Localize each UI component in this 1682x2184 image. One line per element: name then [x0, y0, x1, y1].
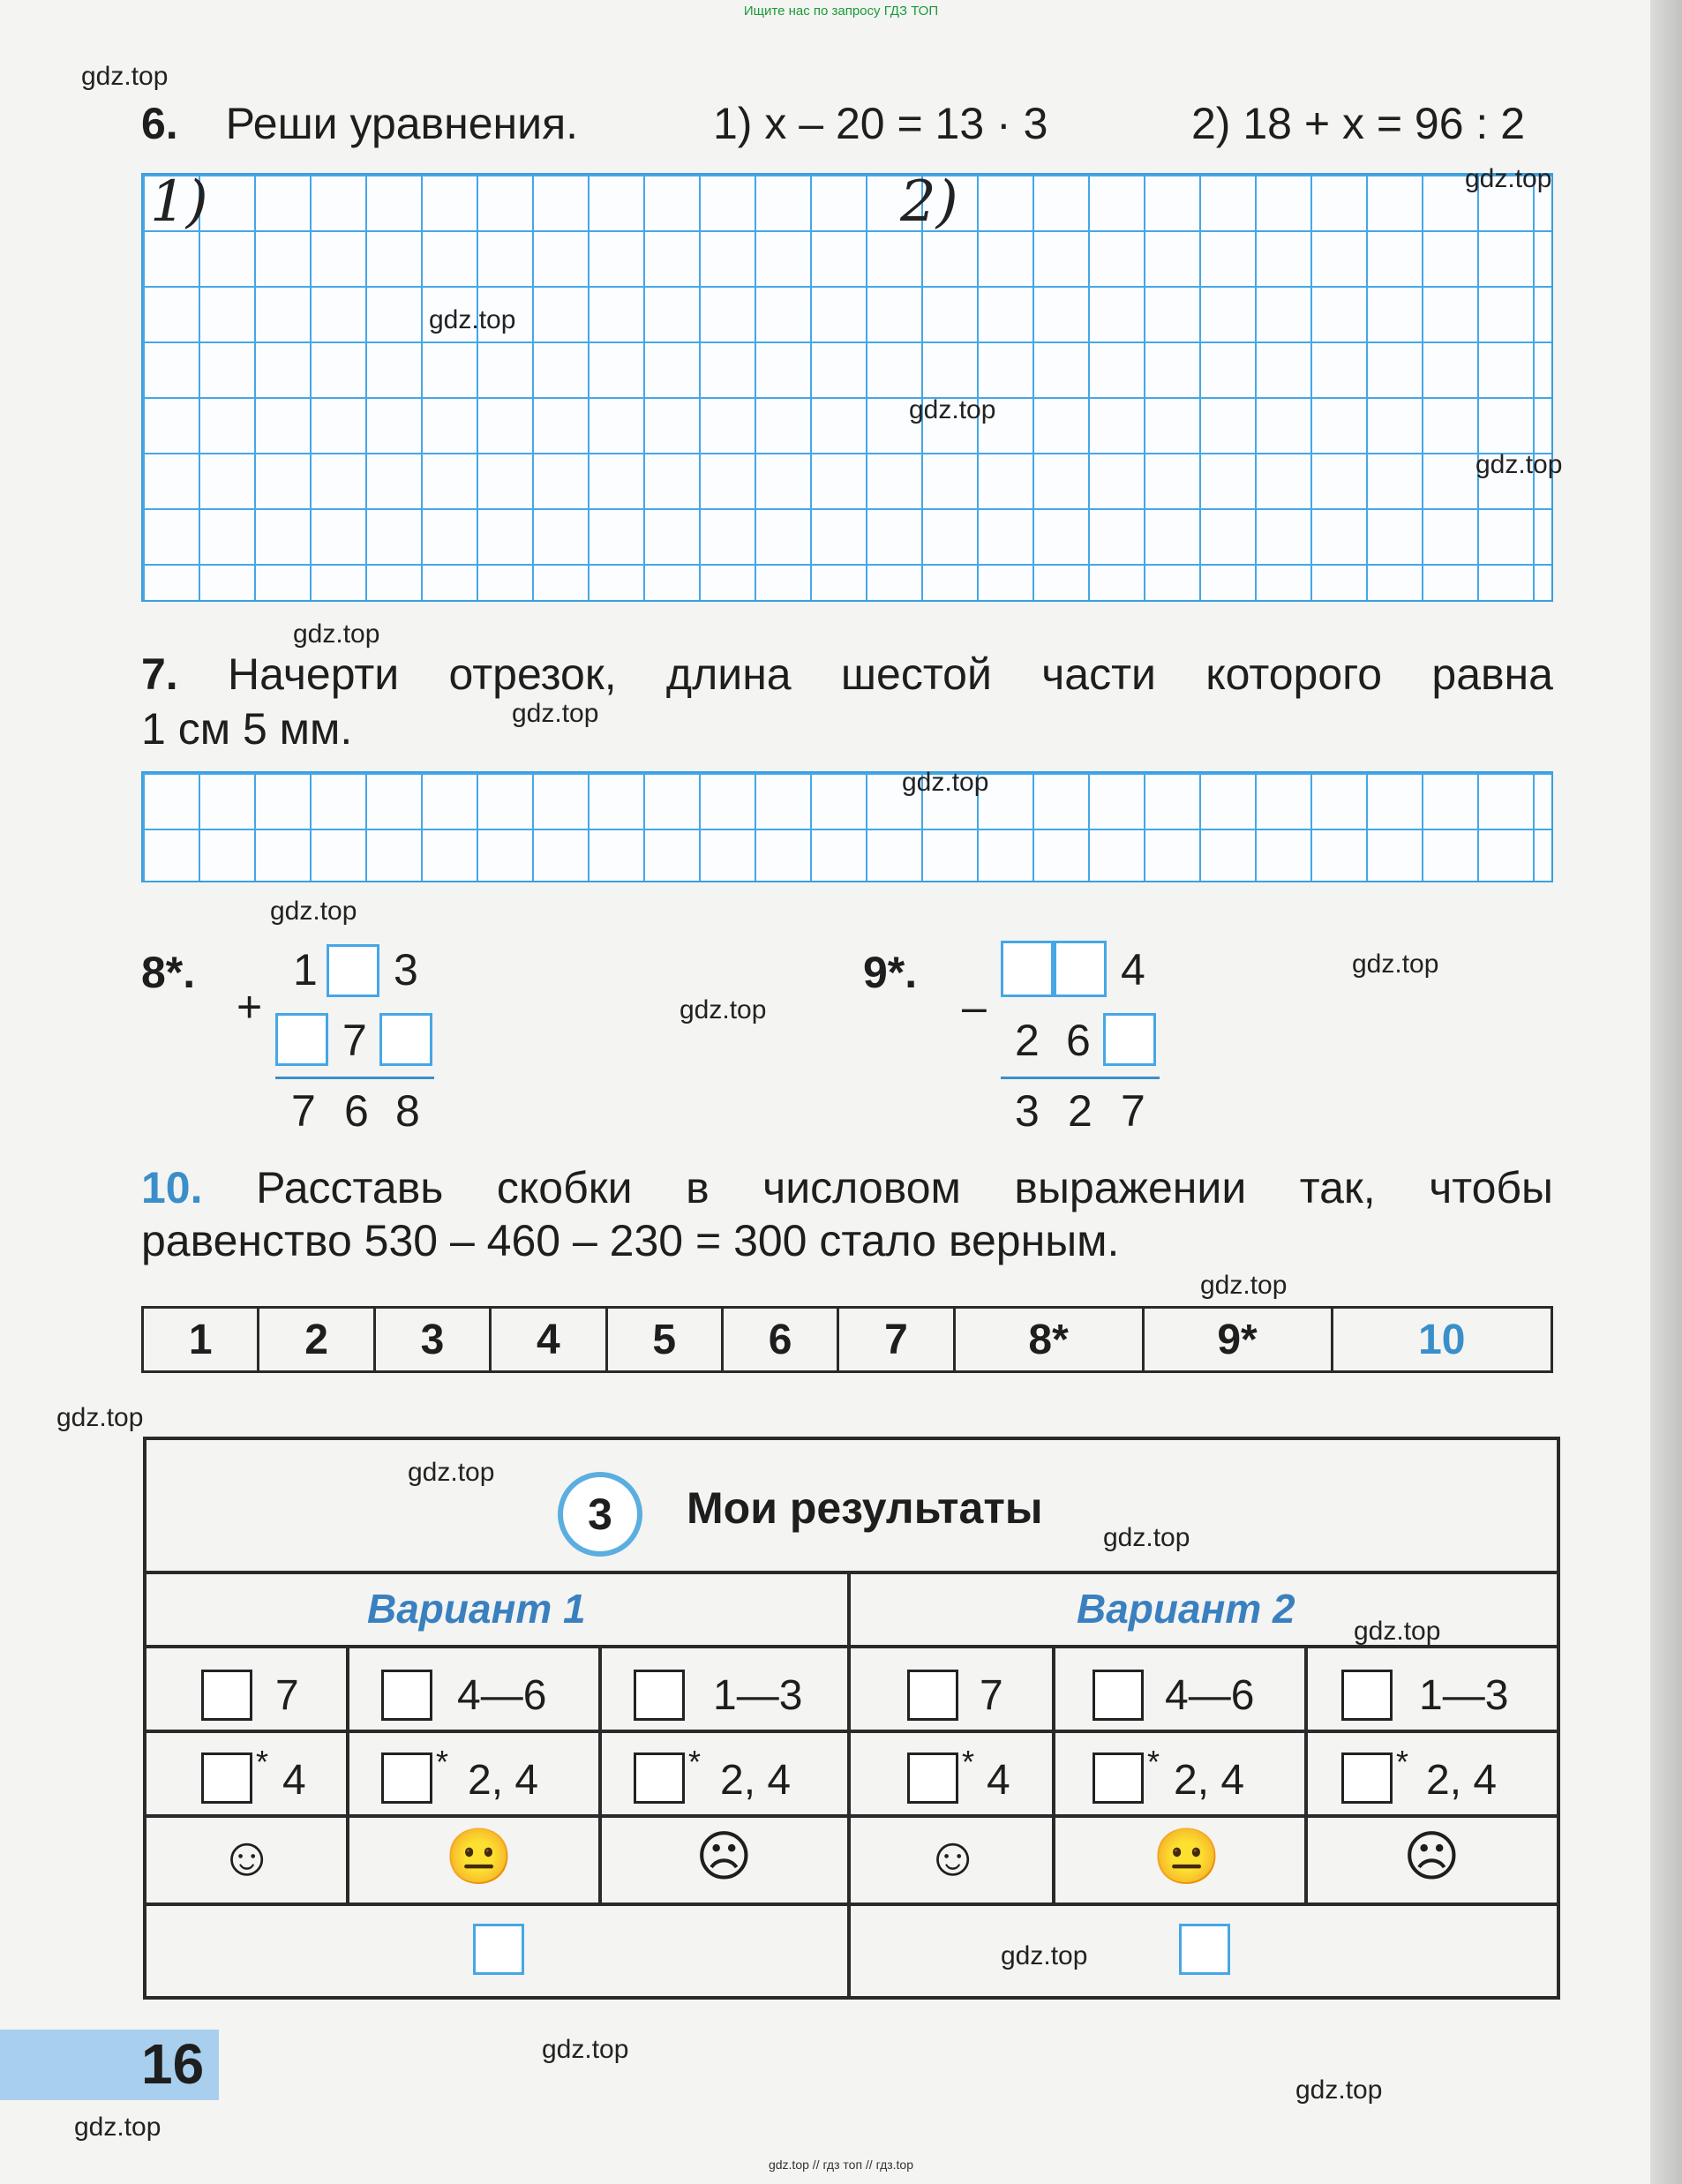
task-7-drawing-grid[interactable]: [141, 771, 1553, 882]
watermark: gdz.top: [1001, 1941, 1088, 1970]
task-6-number: 6.: [141, 99, 178, 148]
result-score: 2, 4: [1426, 1757, 1498, 1804]
results-divider: [847, 1571, 851, 1996]
final-mark-box[interactable]: [1179, 1924, 1230, 1975]
task-cell[interactable]: 8*: [954, 1308, 1143, 1372]
watermark: gdz.top: [542, 2035, 629, 2064]
task-10-line-2: равенство 530 – 460 – 230 = 300 стало верным.: [141, 1216, 1120, 1265]
result-checkbox[interactable]: [1341, 1752, 1393, 1804]
results-divider: [598, 1645, 602, 1903]
task-7-number: 7.: [141, 649, 178, 699]
result-score: 4: [282, 1757, 306, 1804]
variant-1-label: Вариант 1: [367, 1586, 586, 1632]
task-9-result-digit: 2: [1068, 1086, 1093, 1136]
task-8-digit: 7: [342, 1016, 367, 1065]
result-checkbox[interactable]: [201, 1670, 252, 1721]
variant-2-label: Вариант 2: [1077, 1586, 1295, 1632]
result-score: 7: [275, 1672, 299, 1719]
task-9-missing-digit-box[interactable]: [1001, 941, 1054, 997]
task-8-result-digit: 8: [395, 1086, 420, 1136]
equation-2: 2) 18 + x = 96 : 2: [1191, 99, 1526, 148]
task-9-difference-line: [1001, 1077, 1160, 1079]
task-9-minus-sign: –: [962, 982, 987, 1032]
task-9-missing-digit-box[interactable]: [1054, 941, 1107, 997]
happy-face-icon: ☺: [925, 1827, 981, 1888]
handwritten-label-1: 1): [150, 169, 208, 235]
result-checkbox[interactable]: [907, 1752, 958, 1804]
results-divider: [1304, 1645, 1308, 1903]
page-number: 16: [141, 2032, 205, 2096]
task-8-sum-line: [275, 1077, 434, 1079]
watermark: gdz.top: [81, 62, 169, 91]
watermark: gdz.top: [74, 2113, 161, 2142]
task-7-line-1: [141, 648, 1553, 701]
watermark: gdz.top: [293, 619, 380, 649]
watermark: gdz.top: [408, 1458, 495, 1487]
result-checkbox[interactable]: [1093, 1752, 1144, 1804]
task-7-text: Начерти отрезок, длина шестой части которого равна: [228, 649, 1553, 699]
result-checkbox[interactable]: [634, 1752, 685, 1804]
result-score: 1—3: [713, 1672, 803, 1719]
watermark: gdz.top: [902, 768, 989, 797]
final-mark-box[interactable]: [473, 1924, 524, 1975]
top-note: Ищите нас по запросу ГДЗ ТОП: [743, 4, 939, 19]
result-checkbox[interactable]: [381, 1670, 432, 1721]
task-10-line-1: [141, 1161, 1553, 1214]
sad-face-icon: ☹: [695, 1827, 753, 1888]
result-score: 2, 4: [1174, 1757, 1245, 1804]
result-checkbox[interactable]: [907, 1670, 958, 1721]
task-checklist-table: [141, 1306, 1553, 1373]
watermark: gdz.top: [512, 699, 599, 728]
task-cell[interactable]: 10: [1332, 1308, 1551, 1372]
task-9-number: 9*.: [863, 948, 918, 997]
watermark: gdz.top: [909, 395, 996, 424]
watermark: gdz.top: [429, 305, 516, 334]
result-score: 1—3: [1419, 1672, 1509, 1719]
result-checkbox[interactable]: [634, 1670, 685, 1721]
task-7-line-2: 1 см 5 мм.: [141, 704, 353, 754]
happy-face-icon: ☺: [219, 1827, 275, 1888]
watermark: gdz.top: [270, 897, 357, 926]
watermark: gdz.top: [1354, 1617, 1441, 1646]
task-8-result-digit: 6: [344, 1086, 369, 1136]
sad-face-icon: ☹: [1403, 1827, 1460, 1888]
task-cell[interactable]: 4: [491, 1308, 606, 1372]
task-9-result-digit: 7: [1121, 1086, 1145, 1136]
task-cell[interactable]: 9*: [1143, 1308, 1332, 1372]
task-9-digit: 4: [1121, 945, 1145, 994]
task-8-digit: 1: [293, 945, 318, 994]
task-9-digit: 2: [1015, 1016, 1040, 1065]
task-6-heading: [141, 97, 578, 150]
neutral-face-icon: 😐: [445, 1827, 514, 1888]
task-cell[interactable]: 6: [722, 1308, 837, 1372]
task-8-number: 8*.: [141, 948, 196, 997]
equation-1: 1) x – 20 = 13 · 3: [713, 99, 1048, 148]
task-9-digit: 6: [1066, 1016, 1091, 1065]
task-8-missing-digit-box[interactable]: [379, 1013, 432, 1066]
watermark: gdz.top: [680, 995, 767, 1024]
task-cell[interactable]: 7: [838, 1308, 954, 1372]
task-8-plus-sign: +: [237, 982, 263, 1032]
task-9-result-digit: 3: [1015, 1086, 1040, 1136]
watermark: gdz.top: [1200, 1271, 1288, 1300]
result-checkbox[interactable]: [381, 1752, 432, 1804]
result-score: 7: [980, 1672, 1003, 1719]
results-divider: [1052, 1645, 1055, 1903]
result-checkbox[interactable]: [201, 1752, 252, 1804]
watermark: gdz.top: [1295, 2075, 1383, 2105]
result-checkbox[interactable]: [1093, 1670, 1144, 1721]
task-6-work-grid[interactable]: [141, 173, 1553, 602]
star-mark: *: [1396, 1744, 1409, 1780]
star-mark: *: [688, 1744, 702, 1780]
star-mark: *: [436, 1744, 449, 1780]
task-6-text: Реши уравнения.: [225, 99, 579, 148]
task-9-missing-digit-box[interactable]: [1103, 1013, 1156, 1066]
task-cell[interactable]: 3: [374, 1308, 490, 1372]
task-cell[interactable]: 1: [143, 1308, 259, 1372]
results-badge: 3: [558, 1472, 642, 1557]
task-8-missing-digit-box[interactable]: [327, 944, 379, 997]
results-title: Мои результаты: [687, 1483, 1043, 1533]
task-10-text: Расставь скобки в числовом выражении так, чтобы: [256, 1163, 1553, 1212]
result-score: 2, 4: [468, 1757, 539, 1804]
result-checkbox[interactable]: [1341, 1670, 1393, 1721]
task-8-result-digit: 7: [291, 1086, 316, 1136]
result-score: 4—6: [1165, 1672, 1255, 1719]
watermark: gdz.top: [1465, 164, 1552, 193]
handwritten-label-2: 2): [900, 169, 958, 235]
star-mark: *: [962, 1744, 975, 1780]
task-8-digit: 3: [394, 945, 418, 994]
watermark: gdz.top: [1103, 1523, 1190, 1552]
page-edge-shadow: [1650, 0, 1682, 2184]
star-mark: *: [256, 1744, 269, 1780]
result-score: 4: [987, 1757, 1010, 1804]
task-cell[interactable]: 2: [259, 1308, 374, 1372]
results-divider: [346, 1645, 349, 1903]
bottom-note: gdz.top // гдз топ // гдз.top: [768, 2158, 914, 2172]
task-10-number: 10.: [141, 1163, 203, 1212]
task-8-missing-digit-box[interactable]: [275, 1013, 328, 1066]
watermark: gdz.top: [1352, 949, 1439, 979]
neutral-face-icon: 😐: [1153, 1827, 1221, 1888]
result-score: 2, 4: [720, 1757, 792, 1804]
watermark: gdz.top: [56, 1403, 144, 1432]
result-score: 4—6: [457, 1672, 547, 1719]
watermark: gdz.top: [1476, 450, 1563, 479]
star-mark: *: [1147, 1744, 1160, 1780]
task-cell[interactable]: 5: [606, 1308, 722, 1372]
